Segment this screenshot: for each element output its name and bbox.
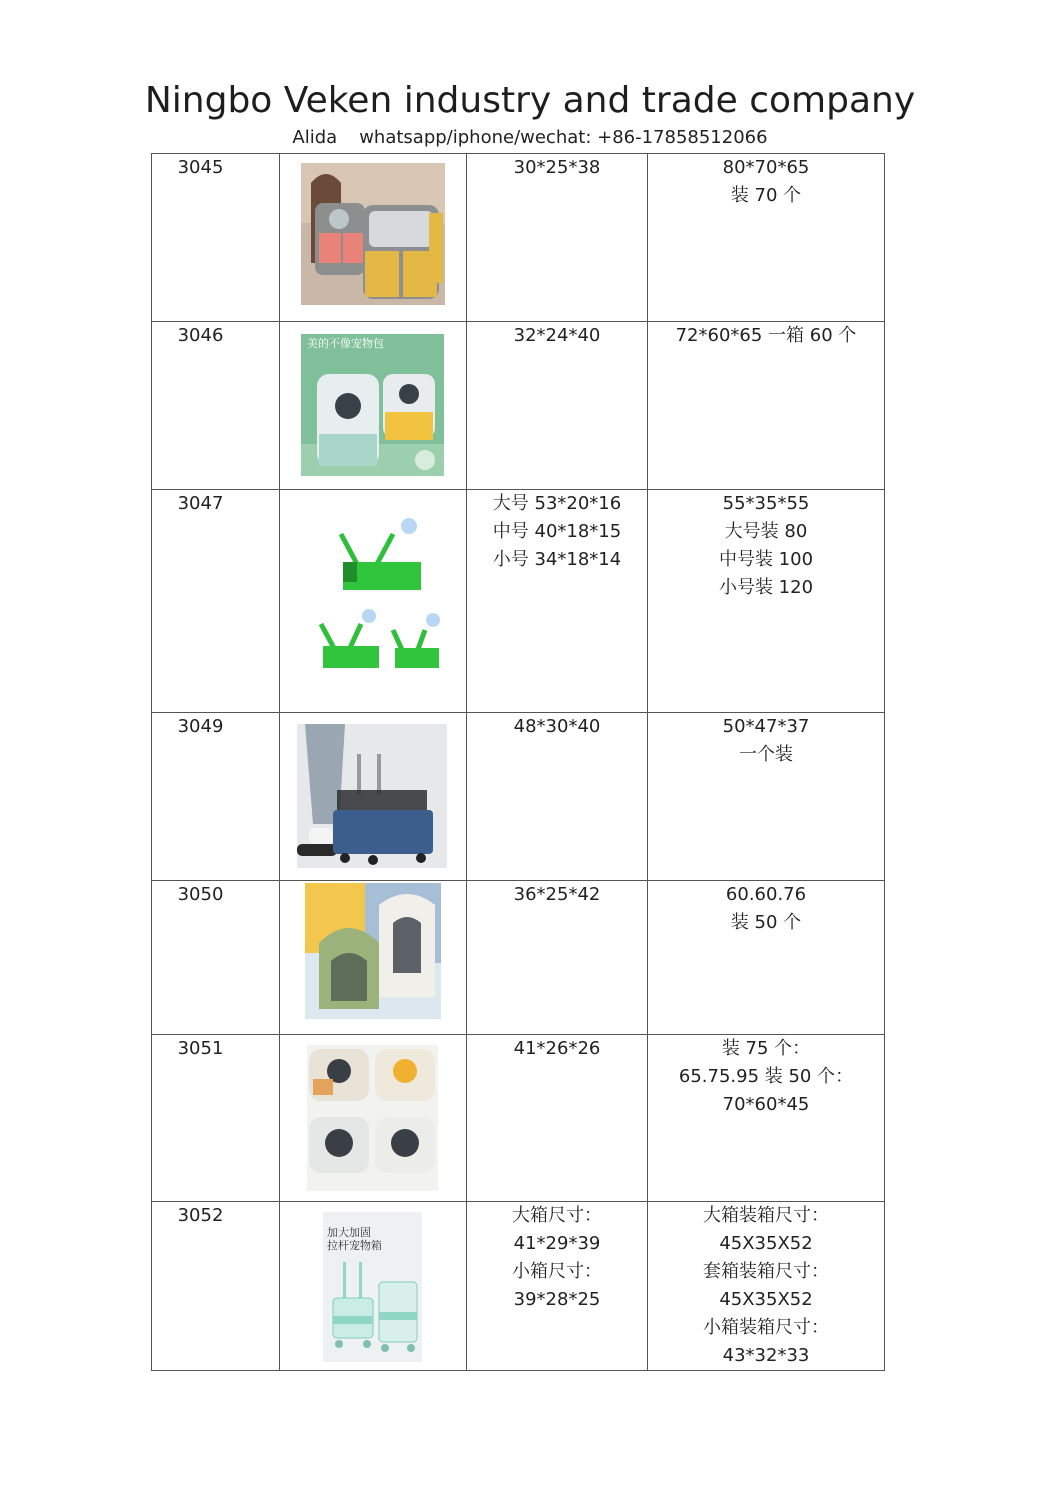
product-size-cell — [467, 713, 648, 881]
packing-line: 一个装 — [739, 744, 793, 765]
product-size-cell — [467, 490, 648, 713]
product-image-cell — [280, 1202, 467, 1371]
trolley-pet-box-photo-icon — [323, 1212, 422, 1362]
image-caption: 美的不像宠物包 — [307, 337, 384, 350]
cat-backpack-photo-icon — [301, 334, 444, 476]
size-line: 36*25*42 — [513, 884, 601, 905]
product-id: 3046 — [177, 325, 224, 346]
product-image-cell — [280, 713, 467, 881]
size-line: 小号 34*18*14 — [492, 549, 622, 570]
product-size-cell — [467, 154, 648, 322]
product-packing-cell — [648, 1202, 885, 1371]
packing-line: 65.75.95 装 50 个： — [678, 1066, 854, 1087]
green-carrier-bag-photo-icon — [305, 514, 445, 682]
product-id-cell — [152, 490, 280, 713]
backpack-photo-icon — [301, 163, 445, 305]
size-line: 41*26*26 — [513, 1038, 601, 1059]
product-image-cell — [280, 1035, 467, 1202]
packing-line: 45X35X52 — [719, 1233, 813, 1254]
packing-line: 大号装 80 — [724, 521, 808, 542]
product-image-cell — [280, 490, 467, 713]
table-row — [152, 154, 885, 322]
size-line: 中号 40*18*15 — [492, 521, 622, 542]
product-size-cell — [467, 881, 648, 1035]
packing-line: 45X35X52 — [719, 1289, 813, 1310]
packing-line: 72*60*65 一箱 60 个 — [675, 325, 857, 346]
product-packing-cell — [648, 713, 885, 881]
product-image-cell — [280, 881, 467, 1035]
product-id-cell — [152, 1202, 280, 1371]
size-line: 32*24*40 — [513, 325, 601, 346]
product-image-cell — [280, 322, 467, 490]
packing-line: 套箱装箱尺寸： — [703, 1261, 829, 1282]
product-id: 3045 — [177, 157, 224, 178]
size-line: 39*28*25 — [513, 1289, 601, 1310]
size-line: 大箱尺寸： — [512, 1205, 602, 1226]
product-packing-cell — [648, 1035, 885, 1202]
table-row — [152, 1202, 885, 1371]
product-image-cell — [280, 154, 467, 322]
packing-line: 70*60*45 — [722, 1094, 810, 1115]
packing-line: 60.60.76 — [725, 884, 807, 905]
packing-line: 装 70 个 — [730, 185, 802, 206]
image-caption: 拉杆宠物箱 — [327, 1239, 382, 1252]
table-row — [152, 322, 885, 490]
packing-line: 装 75 个： — [721, 1038, 811, 1059]
size-line: 大号 53*20*16 — [492, 493, 622, 514]
size-line: 41*29*39 — [513, 1233, 601, 1254]
product-id-cell — [152, 154, 280, 322]
size-line: 48*30*40 — [513, 716, 601, 737]
packing-line: 小箱装箱尺寸： — [703, 1317, 829, 1338]
packing-line: 中号装 100 — [718, 549, 814, 570]
product-size-cell — [467, 322, 648, 490]
product-id: 3051 — [177, 1038, 224, 1059]
packing-line: 80*70*65 — [722, 157, 810, 178]
product-packing-cell — [648, 490, 885, 713]
window-backpack-photo-icon — [305, 883, 441, 1019]
contact-line — [0, 127, 1060, 148]
product-id-cell — [152, 1035, 280, 1202]
page-title: Ningbo Veken industry and trade company — [144, 80, 916, 121]
image-caption: 加大加固 — [327, 1226, 371, 1239]
packing-line: 装 50 个 — [730, 912, 802, 933]
product-id-cell — [152, 713, 280, 881]
size-line: 小箱尺寸： — [512, 1261, 602, 1282]
product-packing-cell — [648, 881, 885, 1035]
table-row — [152, 713, 885, 881]
packing-line: 大箱装箱尺寸： — [703, 1205, 829, 1226]
product-id: 3052 — [177, 1205, 224, 1226]
packing-line: 43*32*33 — [722, 1345, 810, 1366]
size-line: 30*25*38 — [513, 157, 601, 178]
contact-name: Alida — [292, 127, 338, 148]
packing-line: 55*35*55 — [722, 493, 810, 514]
product-size-cell — [467, 1035, 648, 1202]
table-row — [152, 1035, 885, 1202]
product-table — [151, 153, 885, 1371]
packing-line: 50*47*37 — [722, 716, 810, 737]
product-id: 3050 — [177, 884, 224, 905]
product-size-cell — [467, 1202, 648, 1371]
product-id-cell — [152, 322, 280, 490]
contact-info: whatsapp/iphone/wechat: +86-17858512066 — [359, 127, 768, 148]
product-id: 3049 — [177, 716, 224, 737]
product-packing-cell — [648, 154, 885, 322]
product-packing-cell — [648, 322, 885, 490]
table-row — [152, 490, 885, 713]
product-id: 3047 — [177, 493, 224, 514]
trolley-carrier-photo-icon — [297, 724, 447, 868]
packing-line: 小号装 120 — [718, 577, 814, 598]
capsule-bags-photo-icon — [307, 1045, 438, 1191]
product-id-cell — [152, 881, 280, 1035]
table-row — [152, 881, 885, 1035]
